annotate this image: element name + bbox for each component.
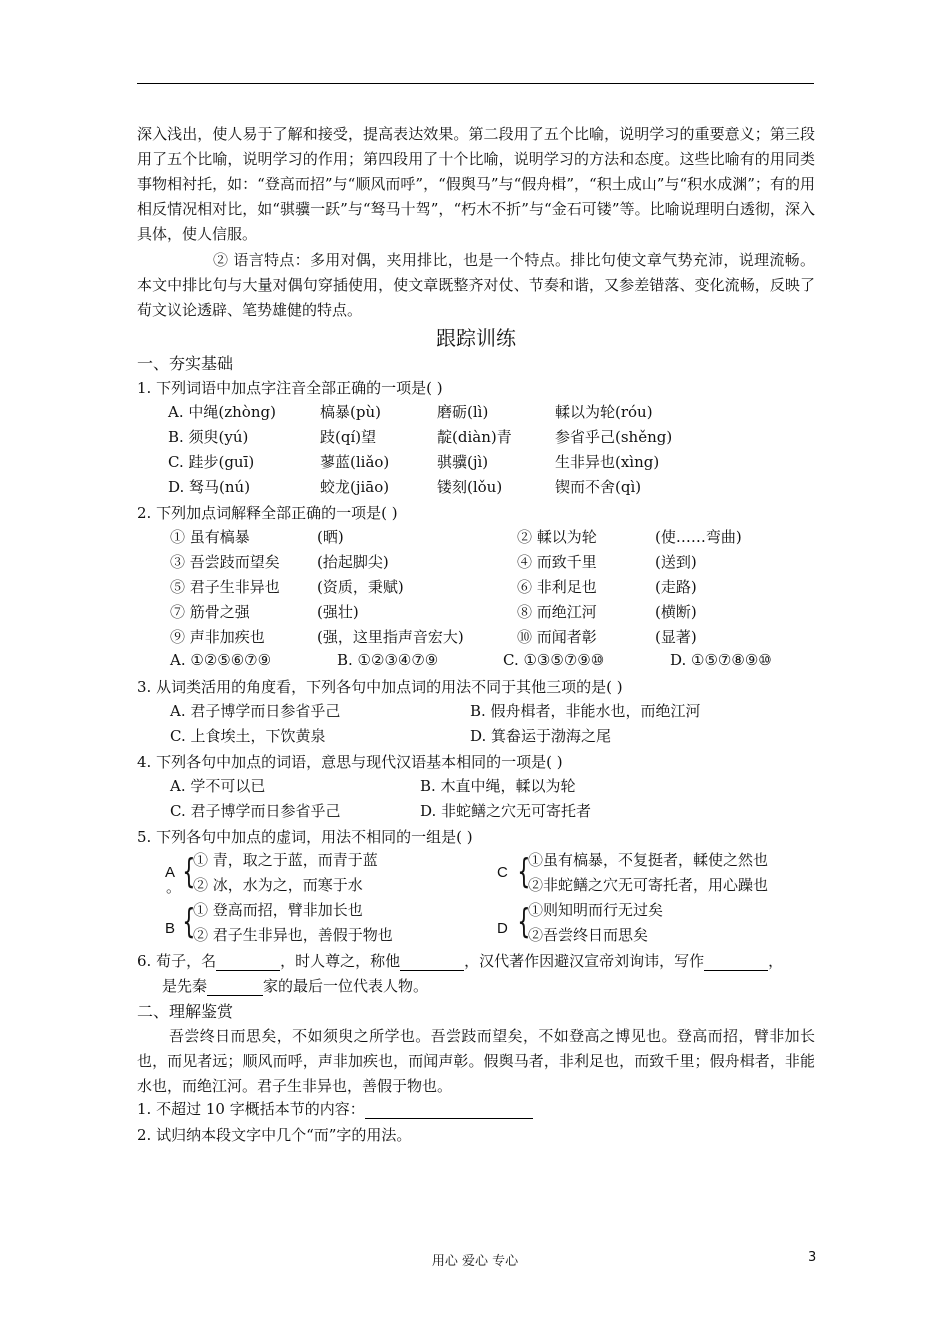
- reading-passage: 吾尝终日而思矣，不如须臾之所学也。吾尝跂而望矣，不如登高之博见也。登高而招，臂非加长也，而见者远；顺风而呼，声非加疾也，而闻声彰。假舆马者，非利足也，而致千里；假舟楫者，非能水也，而绝江河。君子生非异也，善假于物也。: [137, 1027, 815, 1095]
- subquestion-2: 2. 试归纳本段文字中几个“而”字的用法。: [137, 1126, 412, 1144]
- q2-item: ⑨ 声非加疾也: [170, 628, 265, 646]
- answer-blank[interactable]: [365, 1102, 533, 1119]
- q1-option: 輮以为轮(róu): [555, 403, 653, 421]
- q2-choice-c: C. ①③⑤⑦⑨⑩: [503, 651, 605, 669]
- q2-choice-a: A. ①②⑤⑥⑦⑨: [170, 651, 272, 669]
- page-footer: 用心 爱心 专心: [431, 1254, 519, 1269]
- q2-gloss: (强，这里指声音宏大): [317, 628, 464, 646]
- q5-label-a-dot: 。: [166, 879, 182, 896]
- section-heading-1: 一、夯实基础: [137, 354, 234, 373]
- question-4-stem: 4. 下列各句中加点的词语，意思与现代汉语基本相同的一项是( ): [137, 753, 563, 771]
- q2-item: ③ 吾尝跂而望矣: [170, 553, 280, 571]
- section-heading-2: 二、理解鉴赏: [137, 1002, 234, 1021]
- q2-choice-d: D. ①⑤⑦⑧⑨⑩: [670, 651, 772, 669]
- q5-b-line-2: ② 君子生非异也，善假于物也: [193, 926, 393, 944]
- q5-a-line-1: ① 青，取之于蓝，而青于蓝: [193, 851, 378, 869]
- q2-gloss: (送到): [655, 553, 697, 571]
- q1-option: 生非异也(xìng): [555, 453, 660, 471]
- q3-choice-d: D. 箕畚运于渤海之尾: [470, 727, 612, 745]
- q5-d-line-2: ②吾尝终日而思矣: [528, 926, 649, 944]
- q6-text: 家的最后一位代表人物。: [263, 977, 429, 995]
- q2-gloss: (走路): [655, 578, 697, 596]
- q2-gloss: (资质，秉赋): [317, 578, 404, 596]
- subquestion-1: [137, 1098, 533, 1119]
- q2-item: ① 虽有槁暴: [170, 528, 250, 546]
- q2-gloss: (显著): [655, 628, 697, 646]
- q1-option: 锲而不舍(qì): [555, 478, 642, 496]
- q4-choice-a: A. 学不可以已: [170, 777, 266, 795]
- q1-option: 靛(diàn)青: [437, 428, 512, 446]
- question-3-stem: 3. 从词类活用的角度看，下列各句中加点词的用法不同于其他三项的是( ): [137, 678, 623, 696]
- answer-blank[interactable]: [216, 954, 280, 971]
- question-5-stem: 5. 下列各句中加点的虚词，用法不相同的一组是( ): [137, 828, 473, 846]
- question-6-line-2: [162, 975, 428, 996]
- sq1-text: 1. 不超过 10 字概括本节的内容：: [137, 1100, 365, 1118]
- q4-choice-b: B. 木直中绳，輮以为轮: [420, 777, 576, 795]
- q1-option: 槁暴(pù): [320, 403, 381, 421]
- q5-label-b: B: [165, 920, 176, 937]
- page-number: 3: [808, 1250, 817, 1265]
- header-rule: [137, 83, 814, 84]
- q4-choice-c: C. 君子博学而日参省乎己: [170, 802, 341, 820]
- q6-text: 6. 荀子，名: [137, 952, 217, 970]
- q6-text: ，汉代著作因避汉宣帝刘询讳，写作: [464, 952, 705, 970]
- q2-item: ⑧ 而绝江河: [517, 603, 597, 621]
- q6-text: 是先秦: [162, 977, 208, 995]
- q2-choice-b: B. ①②③④⑦⑨: [337, 651, 439, 669]
- q5-label-d: D: [497, 920, 508, 937]
- section-title: 跟踪训练: [436, 326, 516, 350]
- q2-gloss: (使……弯曲): [655, 528, 742, 546]
- q5-d-line-1: ①则知明而行无过矣: [528, 901, 664, 919]
- q5-label-c: C: [497, 864, 508, 881]
- q6-text: ，时人尊之，称他: [280, 952, 401, 970]
- q5-c-line-1: ①虽有槁暴，不复挺者，輮使之然也: [528, 851, 769, 869]
- q1-option: 参省乎己(shěng): [555, 428, 673, 446]
- intro-paragraph-1: 深入浅出，使人易于了解和接受，提高表达效果。第二段用了五个比喻，说明学习的重要意义；第三段用了五个比喻，说明学习的作用；第四段用了十个比喻，说明学习的方法和态度。这些比喻有的用同类事物相衬托，如：“登高而招”与“顺风而呼”，“假舆马”与“假舟楫”，“积土成山”与“积水成渊”；有的用相反情况相对比，如“骐骥一跃”与“驽马十驾”，“朽木不折”与“金石可镂”等。比喻说理明白透彻，深入具体，使人信服。: [137, 125, 815, 243]
- brace-icon: {: [517, 852, 531, 892]
- q5-c-line-2: ②非蛇鳝之穴无可寄托者，用心躁也: [528, 876, 769, 894]
- q1-option: C. 跬步(guī): [168, 453, 255, 471]
- q2-gloss: (抬起脚尖): [317, 553, 389, 571]
- q2-item: ⑩ 而闻者彰: [517, 628, 597, 646]
- q2-item: ④ 而致千里: [517, 553, 597, 571]
- question-1-stem: 1. 下列词语中加点字注音全部正确的一项是( ): [137, 379, 443, 397]
- q1-option: D. 驽马(nú): [168, 478, 251, 496]
- q1-option: 跂(qí)望: [320, 428, 377, 446]
- intro-paragraph-2: ② 语言特点：多用对偶，夹用排比，也是一个特点。排比句使文章气势充沛，说理流畅。本文中排比句与大量对偶句穿插使用，使文章既整齐对仗、节奏和谐，又参差错落、变化流畅，反映了荀文议论透辟、笔势雄健的特点。: [137, 251, 815, 319]
- q1-option: 蓼蓝(liǎo): [320, 453, 390, 471]
- q1-option: 磨砺(lì): [437, 403, 489, 421]
- q2-item: ⑦ 筋骨之强: [170, 603, 250, 621]
- q3-choice-b: B. 假舟楫者，非能水也，而绝江河: [470, 702, 701, 720]
- q3-choice-a: A. 君子博学而日参省乎己: [170, 702, 341, 720]
- brace-icon: {: [517, 902, 531, 942]
- q1-option: 蛟龙(jiāo): [320, 478, 390, 496]
- q2-item: ⑥ 非利足也: [517, 578, 597, 596]
- q3-choice-c: C. 上食埃土，下饮黄泉: [170, 727, 326, 745]
- answer-blank[interactable]: [207, 979, 263, 996]
- brace-icon: {: [182, 902, 196, 942]
- answer-blank[interactable]: [400, 954, 464, 971]
- q4-choice-d: D. 非蛇鳝之穴无可寄托者: [420, 802, 592, 820]
- q6-text: ，: [768, 952, 784, 970]
- question-6-line-1: [137, 950, 783, 971]
- brace-icon: {: [182, 852, 196, 892]
- q5-a-line-2: ② 冰，水为之，而寒于水: [193, 876, 363, 894]
- q2-item: ② 輮以为轮: [517, 528, 597, 546]
- q2-gloss: (横断): [655, 603, 697, 621]
- q2-gloss: (晒): [317, 528, 344, 546]
- q1-option: B. 须臾(yú): [168, 428, 249, 446]
- q5-label-a: A: [165, 864, 176, 881]
- q1-option: A. 中绳(zhòng): [168, 403, 276, 421]
- q2-item: ⑤ 君子生非异也: [170, 578, 280, 596]
- q5-b-line-1: ① 登高而招，臂非加长也: [193, 901, 363, 919]
- q1-option: 镂刻(lǒu): [437, 478, 503, 496]
- answer-blank[interactable]: [704, 954, 768, 971]
- q2-gloss: (强壮): [317, 603, 359, 621]
- q1-option: 骐骥(jì): [437, 453, 489, 471]
- question-2-stem: 2. 下列加点词解释全部正确的一项是( ): [137, 504, 398, 522]
